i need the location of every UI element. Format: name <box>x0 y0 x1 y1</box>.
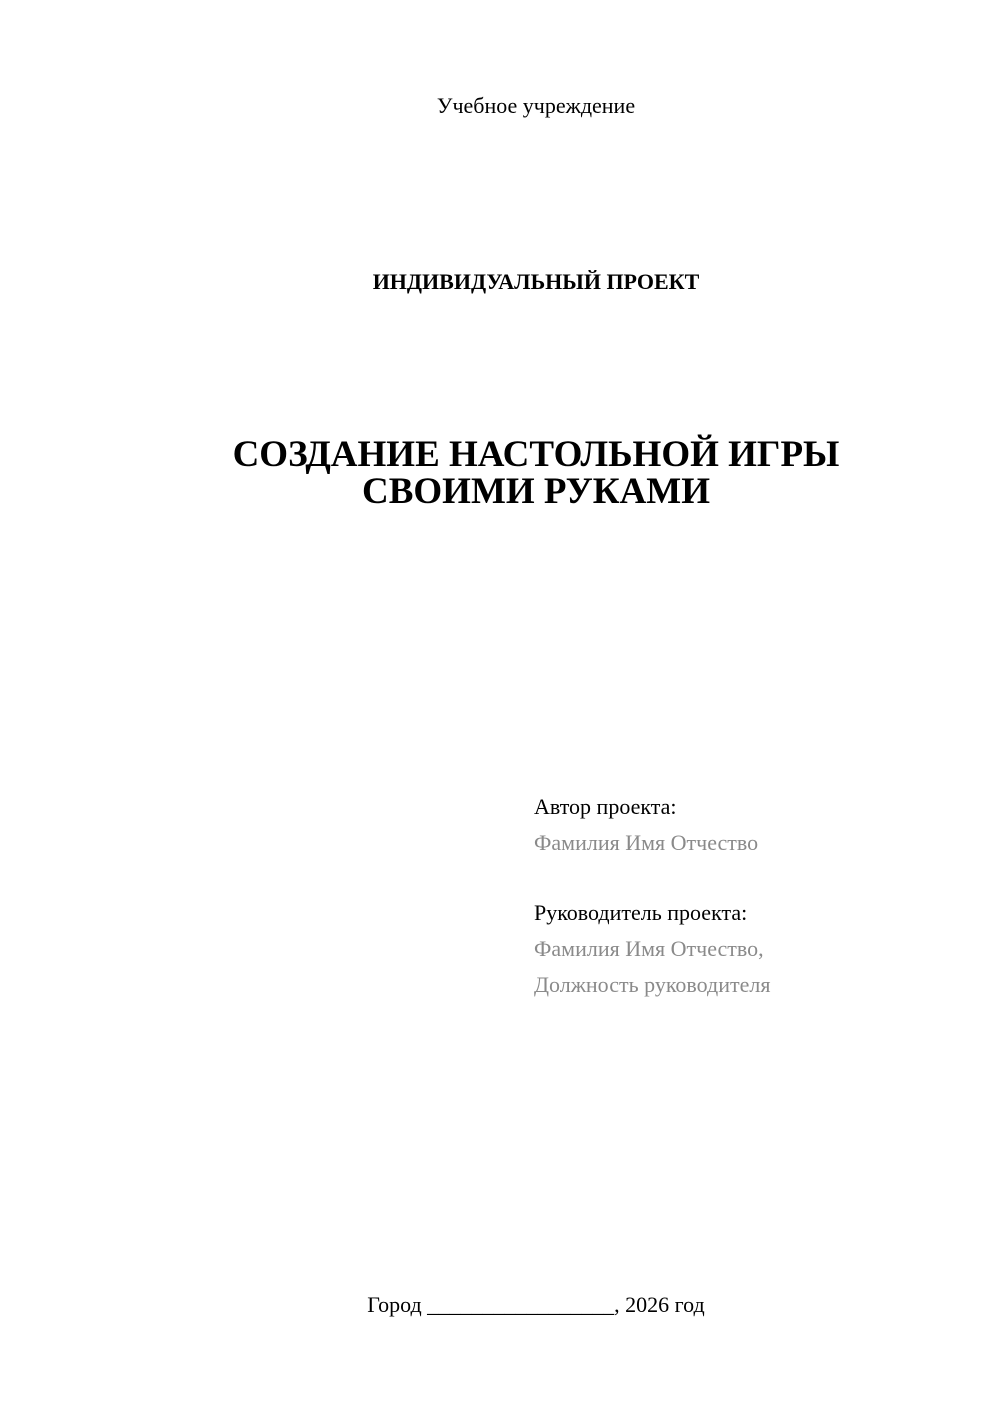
project-credits <box>534 789 770 1003</box>
supervisor-label: Руководитель проекта: <box>534 900 748 925</box>
author-label: Автор проекта: <box>534 794 677 819</box>
institution-name: Учебное учреждение <box>436 93 636 118</box>
city-blank: _________________ <box>427 1292 615 1317</box>
supervisor-name: Фамилия Имя Отчество, <box>534 936 764 961</box>
supervisor-position: Должность руководителя <box>534 972 771 997</box>
city-label: Город <box>367 1292 422 1317</box>
footer-city-year <box>0 1290 1000 1320</box>
project-title <box>0 436 1000 510</box>
project-type-heading: ИНДИВИДУАЛЬНЫЙ ПРОЕКТ <box>372 269 700 294</box>
year-text: , 2026 год <box>614 1292 705 1317</box>
credits-spacer <box>534 861 770 895</box>
project-title-line-1: СОЗДАНИЕ НАСТОЛЬНОЙ ИГРЫ <box>232 434 840 475</box>
project-title-line-2: СВОИМИ РУКАМИ <box>362 471 710 512</box>
author-name: Фамилия Имя Отчество <box>534 830 759 855</box>
